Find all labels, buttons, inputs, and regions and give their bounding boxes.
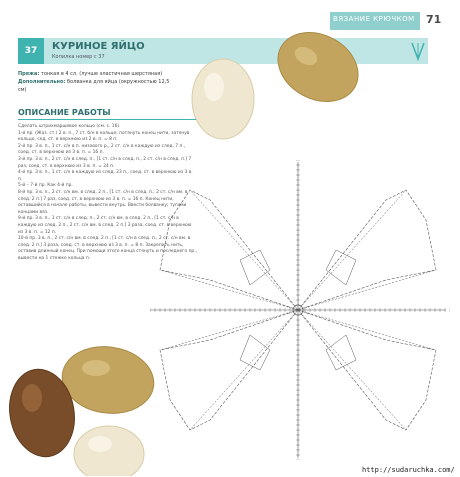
running-head: ВЯЗАНИЕ КРЮЧКОМ bbox=[333, 15, 415, 23]
instruction-line: 8-й пр. 3 в. п., 2 ст. с/н вм. в след. 2 п., [1 ст. с/н в след. п., 2 ст. с/н вм. в след. 2 п.] 7 раз, соед. ст. в верхнюю из 3 в. п. = 16 п. Конец нити, оставшийся в начале работы, вывести внутрь. Ввести болванку; тугими концами вяз. bbox=[18, 189, 188, 215]
chart-spoke bbox=[298, 310, 406, 430]
chart-spoke bbox=[190, 310, 298, 430]
chart-spoke bbox=[298, 310, 436, 350]
instruction-line: 2-й пр. 3 в. п., 1 ст. с/н в п. низового р., 2 ст. с/н в каждую из след. 7 п., соед. ст. в верхнюю из 3 в. п. = 16 п. bbox=[18, 143, 186, 156]
chart-spoke bbox=[190, 190, 298, 310]
chart-spoke bbox=[298, 190, 406, 310]
chart-spoke bbox=[160, 270, 298, 310]
extra-label: Дополнительно: bbox=[18, 79, 66, 85]
ornament-icon bbox=[410, 41, 426, 61]
section-title: ОПИСАНИЕ РАБОТЫ bbox=[18, 108, 196, 120]
chart-spoke bbox=[298, 270, 436, 310]
instruction-line: 9-й пр. 3 в. п., 1 ст. с/н в след. п., 2 ст. с/н вм. в след. 2 п., [1 ст. с/н в каждую из след. 2 п., 2 ст. с/н вм. в след. 2 п.] 3 раза, соед. ст. в верхнюю из 3 в. п. = 12 п. bbox=[18, 216, 192, 235]
cream-egg-bottom-image bbox=[72, 424, 146, 476]
instruction-line: 5-й – 7-й пр. Как 4-й пр. bbox=[18, 183, 73, 189]
chart-inner-arc bbox=[240, 250, 270, 285]
pattern-number: 37 bbox=[18, 38, 44, 64]
tan-egg-image bbox=[272, 26, 364, 108]
chart-petal-outline bbox=[160, 310, 298, 430]
chart-petal-outline bbox=[298, 190, 436, 310]
yarn-label: Пряжа: bbox=[18, 71, 40, 77]
instruction-line: 4-й пр. 3 в. п., 1 ст. с/н в каждую из след. 23 п., соед. ст. в верхнюю из 3 в. п. bbox=[18, 170, 193, 182]
instruction-line: 10-й пр. 3 в. п., 2 ст. с/н вм. в след. 2 п., [1 ст. с/н в след. п., 2 ст. с/н вм. в след. 2 п.] 3 раза, соед. ст. в верхнюю из 3 в. п. = 8 п. Закрепить нить, оставив длинный конец. При помощи этого конца стянуть и последнего пр., вывести на 1 стежке кольца п. bbox=[18, 236, 198, 261]
chart-petal-outline bbox=[160, 190, 298, 310]
brown-egg-image bbox=[6, 364, 78, 460]
instruction-line: 1-й пр. (Жаз. ст.) 2 в. п., 7 ст. б/н в кольце; потянуть конец нити, затянув кольцо, сед. ст. в верхнюю из 2 в. п. = 8 п. bbox=[18, 130, 190, 143]
page-number: 71 bbox=[426, 13, 442, 26]
cream-egg-image bbox=[188, 52, 258, 142]
chart-inner-arc bbox=[326, 335, 356, 370]
pattern-subtitle: Копилка номер с 37 bbox=[52, 54, 105, 60]
extra-text: болванка для яйца (окружностью 12,5 см) bbox=[18, 79, 170, 93]
footer-url: http://sudaruchka.com/ bbox=[362, 466, 455, 474]
instruction-line: 3-й пр. 3 в. п., 2 ст. с/н в след. п., [1 ст. с/н в след. п., 2 ст. с/н в след. п.] 7 раз, соед. ст. в верхнюю из 3 в. п. = 24 п. bbox=[18, 156, 192, 169]
chart-petal-outline bbox=[298, 310, 436, 430]
pattern-title: КУРИНОЕ ЯЙЦО bbox=[52, 41, 145, 52]
instruction-line: Сделать штрихмаршевое кольцо (см. с. 16). bbox=[18, 124, 121, 129]
chart-spoke bbox=[160, 310, 298, 350]
chart-inner-arc bbox=[240, 335, 270, 370]
materials-block bbox=[18, 70, 178, 94]
crochet-chart bbox=[150, 160, 450, 460]
chart-inner-arc bbox=[326, 250, 356, 285]
yarn-text: тонкая в 4 сл. (лучше эластичная шерстяная) bbox=[40, 71, 163, 77]
